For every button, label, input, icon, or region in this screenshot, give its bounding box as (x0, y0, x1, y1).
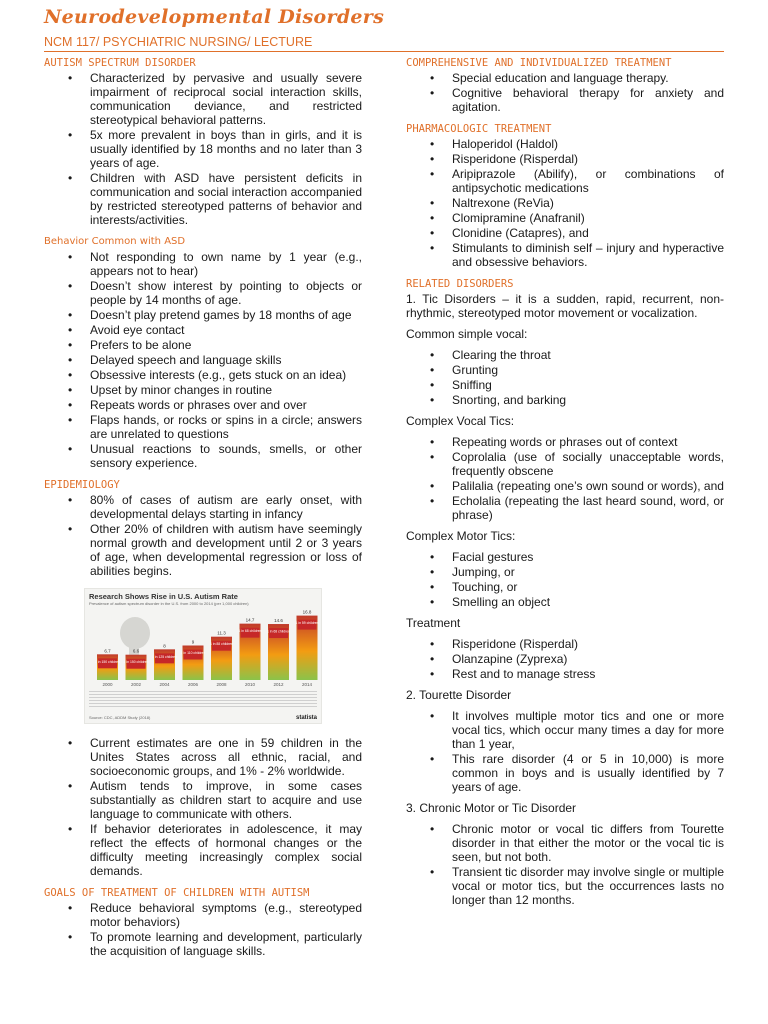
chart-subtitle: Prevalence of autism spectrum disorder in the U.S. from 2000 to 2014 (per 1,000 children) (89, 601, 249, 606)
chart-category-label: 2010 (244, 682, 256, 687)
list-item: • Avoid eye contact (44, 323, 362, 337)
list-item: • Upset by minor changes in routine (44, 383, 362, 397)
chart-value-label: 11.3 (217, 630, 226, 636)
header-divider (44, 51, 724, 52)
chart-data-label: 1 in 150 children (123, 660, 149, 665)
chart-data-label: 1 in 88 children (210, 642, 233, 647)
pharmacologic-heading: PHARMACOLOGIC TREATMENT (406, 123, 552, 135)
chart-plot (85, 589, 321, 723)
list-item: • Clonidine (Catapres), and (406, 226, 724, 240)
chart-category-label: 2012 (273, 682, 284, 687)
list-item: • 5x more prevalent in boys than in girls, and it is usually identified by 18 months and no later than 3 years of age. (44, 128, 362, 170)
chart-data-label: 1 in 150 children (95, 659, 120, 664)
list-item: • Naltrexone (ReVia) (406, 196, 724, 210)
page-title: Neurodevelopmental Disorders (44, 6, 385, 28)
chart-source: Source: CDC, ADDM Study (2018) (89, 715, 151, 720)
chart-data-label: 1 in 125 children (152, 654, 177, 659)
list-item: • Autism tends to improve, in some cases substantially as children start to acquire and use language to communicate with others. (44, 779, 362, 821)
list-item: • Clomipramine (Anafranil) (406, 211, 724, 225)
list-item: • Other 20% of children with autism have seemingly normal growth and development until 2 or 3 years of age, when developmental regression or loss of abilities begins. (44, 522, 362, 578)
tourette-list (406, 709, 724, 794)
chart-value-label: 8 (163, 643, 166, 649)
list-item: • 80% of cases of autism are early onset, with developmental delays starting in infancy (44, 493, 362, 521)
list-item: • Prefers to be alone (44, 338, 362, 352)
list-item: • Risperidone (Risperdal) (406, 152, 724, 166)
chart-category-label: 2014 (301, 682, 313, 687)
list-item: • Smelling an object (406, 595, 724, 609)
list-item: • Clearing the throat (406, 348, 724, 362)
complex-vocal-list (406, 435, 724, 522)
list-item: • Obsessive interests (e.g., gets stuck on an idea) (44, 368, 362, 382)
list-item: • Touching, or (406, 580, 724, 594)
chart-category-label: 2000 (102, 682, 113, 687)
complex-vocal-label: Complex Vocal Tics: (406, 414, 515, 428)
simple-vocal-label: Common simple vocal: (406, 327, 528, 341)
list-item: • Sniffing (406, 378, 724, 392)
head-icon (120, 617, 150, 649)
chart-value-label: 14.6 (274, 618, 283, 624)
chart-category-label: 2006 (187, 682, 199, 687)
tic-disorders-intro: 1. Tic Disorders – it is a sudden, rapid, recurrent, non-rhythmic, stereotyped motor movement or vocalization. (406, 292, 724, 320)
list-item: • Facial gestures (406, 550, 724, 564)
epidemiology-list (44, 493, 362, 578)
comprehensive-list (406, 71, 724, 114)
autism-rate-chart (84, 588, 322, 724)
complex-motor-label: Complex Motor Tics: (406, 529, 516, 543)
chart-value-label: 16.8 (302, 609, 312, 615)
course-subtitle: NCM 117/ PSYCHIATRIC NURSING/ LECTURE (44, 35, 313, 49)
asd-heading: AUTISM SPECTRUM DISORDER (44, 57, 196, 69)
list-item: • Cognitive behavioral therapy for anxiety and agitation. (406, 86, 724, 114)
complex-motor-list (406, 550, 724, 609)
chart-value-label: 14.7 (245, 617, 255, 623)
asd-list (44, 71, 362, 227)
chart-value-label: 6.7 (104, 648, 111, 654)
chart-value-label: 9 (191, 639, 195, 645)
statista-logo: statista (295, 715, 317, 721)
list-item: • Unusual reactions to sounds, smells, or other sensory experience. (44, 442, 362, 470)
behavior-list (44, 250, 362, 470)
chart-title: Research Shows Rise in U.S. Autism Rate (89, 592, 238, 601)
list-item: • Echolalia (repeating the last heard sound, word, or phrase) (406, 494, 724, 522)
list-item: • Palilalia (repeating one’s own sound or words), and (406, 479, 724, 493)
list-item: • Reduce behavioral symptoms (e.g., stereotyped motor behaviors) (44, 901, 362, 929)
chart-category-label: 2002 (130, 682, 142, 687)
epidemiology-heading: EPIDEMIOLOGY (44, 479, 120, 491)
list-item: • Special education and language therapy. (406, 71, 724, 85)
list-item: • Doesn’t play pretend games by 18 months of age (44, 308, 362, 322)
list-item: • Repeats words or phrases over and over (44, 398, 362, 412)
chart-data-label: 1 in 68 children (238, 629, 262, 634)
list-item: • Aripiprazole (Abilify), or combinations of antipsychotic medications (406, 167, 724, 195)
related-heading: RELATED DISORDERS (406, 278, 514, 290)
goals-list (44, 901, 362, 958)
list-item: • Transient tic disorder may involve single or multiple vocal or motor tics, but the occurrences lasts no longer than 12 months. (406, 865, 724, 907)
list-item: • It involves multiple motor tics and one or more vocal tics, which occur many times a day for more than 1 year, (406, 709, 724, 751)
list-item: • Coprolalia (use of socially unacceptable words, frequently obscene (406, 450, 724, 478)
left-column (44, 56, 362, 959)
list-item: • Chronic motor or vocal tic differs from Tourette disorder in that either the motor or the vocal tic is seen, but not both. (406, 822, 724, 864)
chronic-tic-label: 3. Chronic Motor or Tic Disorder (406, 801, 577, 815)
list-item: • Olanzapine (Zyprexa) (406, 652, 724, 666)
chart-category-label: 2008 (216, 682, 227, 687)
list-item: • Haloperidol (Haldol) (406, 137, 724, 151)
list-item: • Snorting, and barking (406, 393, 724, 407)
list-item: • Flaps hands, or rocks or spins in a circle; answers are unrelated to questions (44, 413, 362, 441)
list-item: • Rest and to manage stress (406, 667, 724, 681)
list-item: • Children with ASD have persistent deficits in communication and social interaction accompanied by restricted stereotyped patterns of behavior and interests/activities. (44, 171, 362, 227)
list-item: • This rare disorder (4 or 5 in 10,000) is more common in boys and is usually identified by 7 years of age. (406, 752, 724, 794)
epidemiology-list-after (44, 736, 362, 878)
comprehensive-heading: COMPREHENSIVE AND INDIVIDUALIZED TREATMENT (406, 57, 672, 69)
list-item: • Jumping, or (406, 565, 724, 579)
list-item: • Doesn’t show interest by pointing to objects or people by 14 months of age. (44, 279, 362, 307)
right-column (406, 56, 724, 908)
list-item: • Risperidone (Risperdal) (406, 637, 724, 651)
list-item: • If behavior deteriorates in adolescence, it may reflect the effects of hormonal changes or the difficulty meeting increasingly complex social demands. (44, 822, 362, 878)
list-item: • Not responding to own name by 1 year (e.g., appears not to hear) (44, 250, 362, 278)
chart-data-label: 1 in 110 children (180, 651, 206, 655)
list-item: • To promote learning and development, particularly the acquisition of language skills. (44, 930, 362, 958)
list-item: • Current estimates are one in 59 children in the Unites States across all ethnic, racial, and socioeconomic groups, and 1% - 2% worldwide. (44, 736, 362, 778)
simple-vocal-list (406, 348, 724, 407)
treatment-label: Treatment (406, 616, 461, 630)
list-item: • Stimulants to diminish self – injury and hyperactive and obsessive behaviors. (406, 241, 724, 269)
treatment-list (406, 637, 724, 681)
goals-heading: GOALS OF TREATMENT OF CHILDREN WITH AUTISM (44, 887, 310, 899)
chronic-tic-list (406, 822, 724, 907)
tourette-label: 2. Tourette Disorder (406, 688, 512, 702)
list-item: • Grunting (406, 363, 724, 377)
chart-data-label: 1 in 59 children (295, 621, 319, 626)
list-item: • Characterized by pervasive and usually severe impairment of reciprocal social interaction skills, communication deviance, and restricted stereotypical behavioral patterns. (44, 71, 362, 127)
chart-category-label: 2004 (159, 682, 170, 687)
list-item: • Delayed speech and language skills (44, 353, 362, 367)
chart-data-label: 1 in 68 children (267, 629, 290, 634)
behavior-heading: Behavior Common with ASD (44, 236, 186, 247)
chart-value-label: 6.6 (132, 648, 140, 654)
list-item: • Repeating words or phrases out of context (406, 435, 724, 449)
pharmacologic-list (406, 137, 724, 269)
